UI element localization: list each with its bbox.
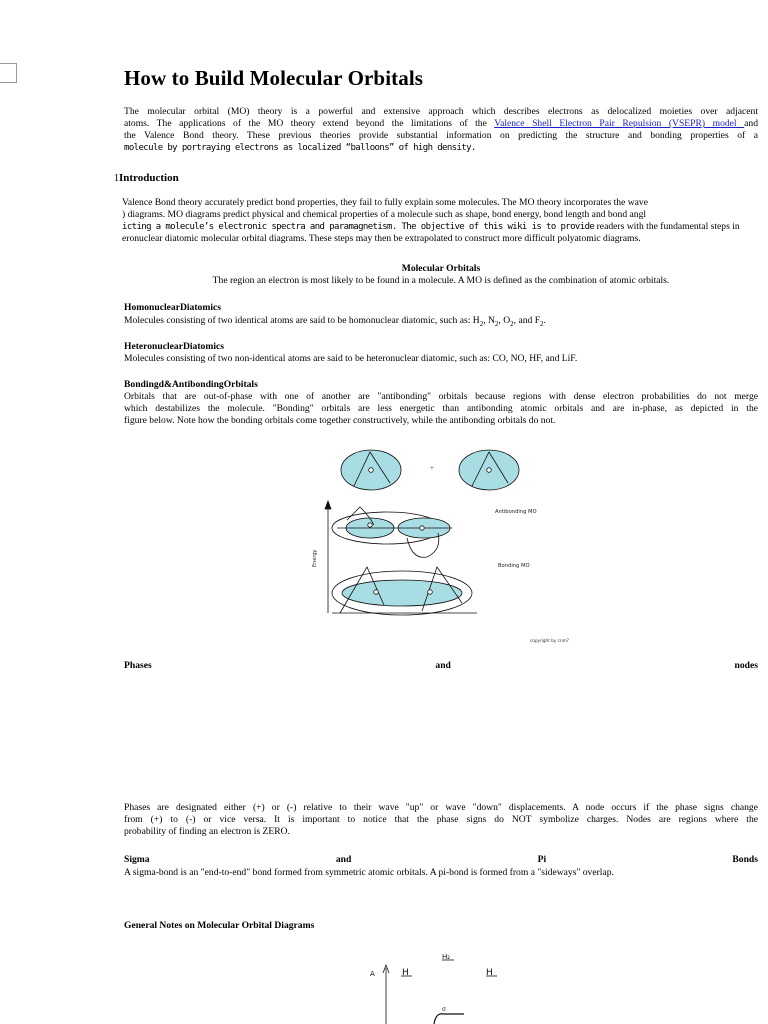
intro-line bbox=[124, 118, 758, 130]
intro-body-text: readers with the fundamental steps in bbox=[594, 221, 740, 232]
introduction-heading bbox=[114, 172, 179, 184]
phases-line: Phases are designated either (+) or (-) relative to their wave "up" or wave "down" displacements. A node occurs if the phase signs change bbox=[124, 802, 758, 813]
intro-line: molecule by portraying electrons as localized “balloons” of high density. bbox=[124, 143, 476, 153]
intro-line: The molecular orbital (MO) theory is a powerful and extensive approach which describes electrons as delocalized moieties over adjacent bbox=[124, 106, 758, 117]
bonding-line: figure below. Note how the bonding orbitals come together constructively, while the antibonding orbitals do not. bbox=[124, 415, 556, 426]
phases-line: from (+) to (-) or vice versa. It is important to notice that the phase signs do NOT symbolize charges. Nodes are regions where the bbox=[124, 814, 758, 825]
figure-caption: copyright by cnm? bbox=[530, 638, 569, 643]
intro-body-line: ) diagrams. MO diagrams predict physical and chemical properties of a molecule such as shape, bond energy, bond length and bond angl bbox=[122, 209, 647, 220]
phases-line: probability of finding an electron is ZERO. bbox=[124, 826, 290, 837]
phases-heading-word: nodes bbox=[734, 660, 758, 671]
sigma-heading-word: Bonds bbox=[732, 854, 758, 865]
intro-text: and bbox=[744, 118, 758, 129]
energy-axis-arrow bbox=[325, 501, 331, 509]
molecular-orbitals-heading: Molecular Orbitals bbox=[401, 263, 481, 274]
mo-formation-figure bbox=[312, 445, 602, 650]
bonding-line: which destabilizes the molecule. "Bonding" orbitals are less energetic than antibonding atomic orbitals and are in-phase, as depicted in the bbox=[124, 403, 758, 414]
sigma-heading-word: Pi bbox=[537, 854, 547, 865]
intro-line: the Valence Bond theory. These previous theories provide substantial information on predicting the structure and bonding properties of a bbox=[124, 130, 758, 141]
sigma-pi-text: A sigma-bond is an "end-to-end" bond formed from symmetric atomic orbitals. A pi-bond is formed from a "sideways" overlap. bbox=[124, 867, 614, 878]
section-title: Introduction bbox=[119, 172, 179, 184]
bonding-line: Orbitals that are out-of-phase with one of another are "antibonding" orbitals because regions with dense electron probabilities do not merge bbox=[124, 391, 758, 402]
h2-label: H₂ bbox=[442, 953, 451, 961]
sigma-pi-heading bbox=[124, 854, 758, 866]
bonding-label: Bonding MO bbox=[498, 563, 530, 569]
phases-paragraph bbox=[124, 802, 758, 838]
homonuclear-text: Molecules consisting of two identical atoms are said to be homonuclear diatomic, such as: $H_2$, $N_2$, $O_2$, and $F_2$. bbox=[124, 315, 546, 328]
nucleus-right bbox=[487, 468, 492, 473]
general-notes-heading: General Notes on Molecular Orbital Diagrams bbox=[124, 920, 315, 931]
sigma-heading-word: Sigma bbox=[124, 854, 150, 865]
h-left-label: H bbox=[402, 968, 409, 978]
heteronuclear-heading: HeteronuclearDiatomics bbox=[124, 341, 224, 352]
sigma-label: σ bbox=[442, 1006, 446, 1013]
h-right-label: H bbox=[486, 968, 493, 978]
antibonding-nucleus-right bbox=[420, 526, 424, 530]
intro-paragraph bbox=[124, 106, 758, 154]
intro-body-text: icting a molecule’s electronic spectra and paramagnetism. The objective of this wiki is to provide bbox=[122, 222, 595, 232]
nucleus-left bbox=[369, 468, 374, 473]
bonding-nucleus-right bbox=[428, 590, 433, 595]
h2-axis-label: A bbox=[370, 970, 375, 978]
plus-sign: + bbox=[430, 464, 434, 472]
bonding-nucleus-left bbox=[374, 590, 379, 595]
antibonding-label: Antibonding MO bbox=[495, 509, 537, 515]
page-title: How to Build Molecular Orbitals bbox=[124, 66, 424, 90]
energy-label: Energy bbox=[312, 549, 318, 567]
intro-text: atoms. The applications of the MO theory extend beyond the limitations of the bbox=[124, 118, 495, 129]
bonding-heading: Bondingd&AntibondingOrbitals bbox=[124, 379, 258, 390]
phases-heading-word: Phases bbox=[124, 660, 152, 671]
introduction-body bbox=[122, 197, 758, 245]
intro-body-line: Valence Bond theory accurately predict bond properties, they fail to fully explain some molecules. The MO theory incorporates the wave bbox=[122, 197, 648, 208]
sigma-heading-word: and bbox=[335, 854, 352, 865]
h2-mo-diagram bbox=[364, 948, 504, 1024]
intro-body-line: eronuclear diatomic molecular orbital diagrams. These steps may then be extrapolated to construct more difficult polyatomic diagrams. bbox=[122, 233, 641, 244]
molecular-orbitals-text: The region an electron is most likely to be found in a molecule. A MO is defined as the combination of atomic orbitals. bbox=[212, 275, 670, 286]
vsepr-link[interactable]: Valence Shell Electron Pair Repulsion (VSEPR) model bbox=[494, 118, 745, 129]
section-number: 1 bbox=[114, 173, 119, 184]
antibonding-nucleus-left bbox=[368, 523, 372, 527]
bonding-paragraph bbox=[124, 391, 758, 427]
page-edge-marker bbox=[0, 63, 17, 83]
phases-heading bbox=[124, 660, 758, 672]
bonding-overlap bbox=[342, 580, 462, 606]
heteronuclear-text: Molecules consisting of two non-identical atoms are said to be heteronuclear diatomic, such as: CO, NO, HF, and LiF. bbox=[124, 353, 578, 364]
homonuclear-heading: HomonuclearDiatomics bbox=[124, 302, 221, 313]
homonuclear-sentence: Molecules consisting of two identical atoms are said to be homonuclear diatomic, such as: H bbox=[124, 315, 480, 326]
sigma-level bbox=[434, 1014, 464, 1024]
intro-body-line bbox=[122, 221, 758, 233]
phases-heading-word: and bbox=[435, 660, 451, 671]
